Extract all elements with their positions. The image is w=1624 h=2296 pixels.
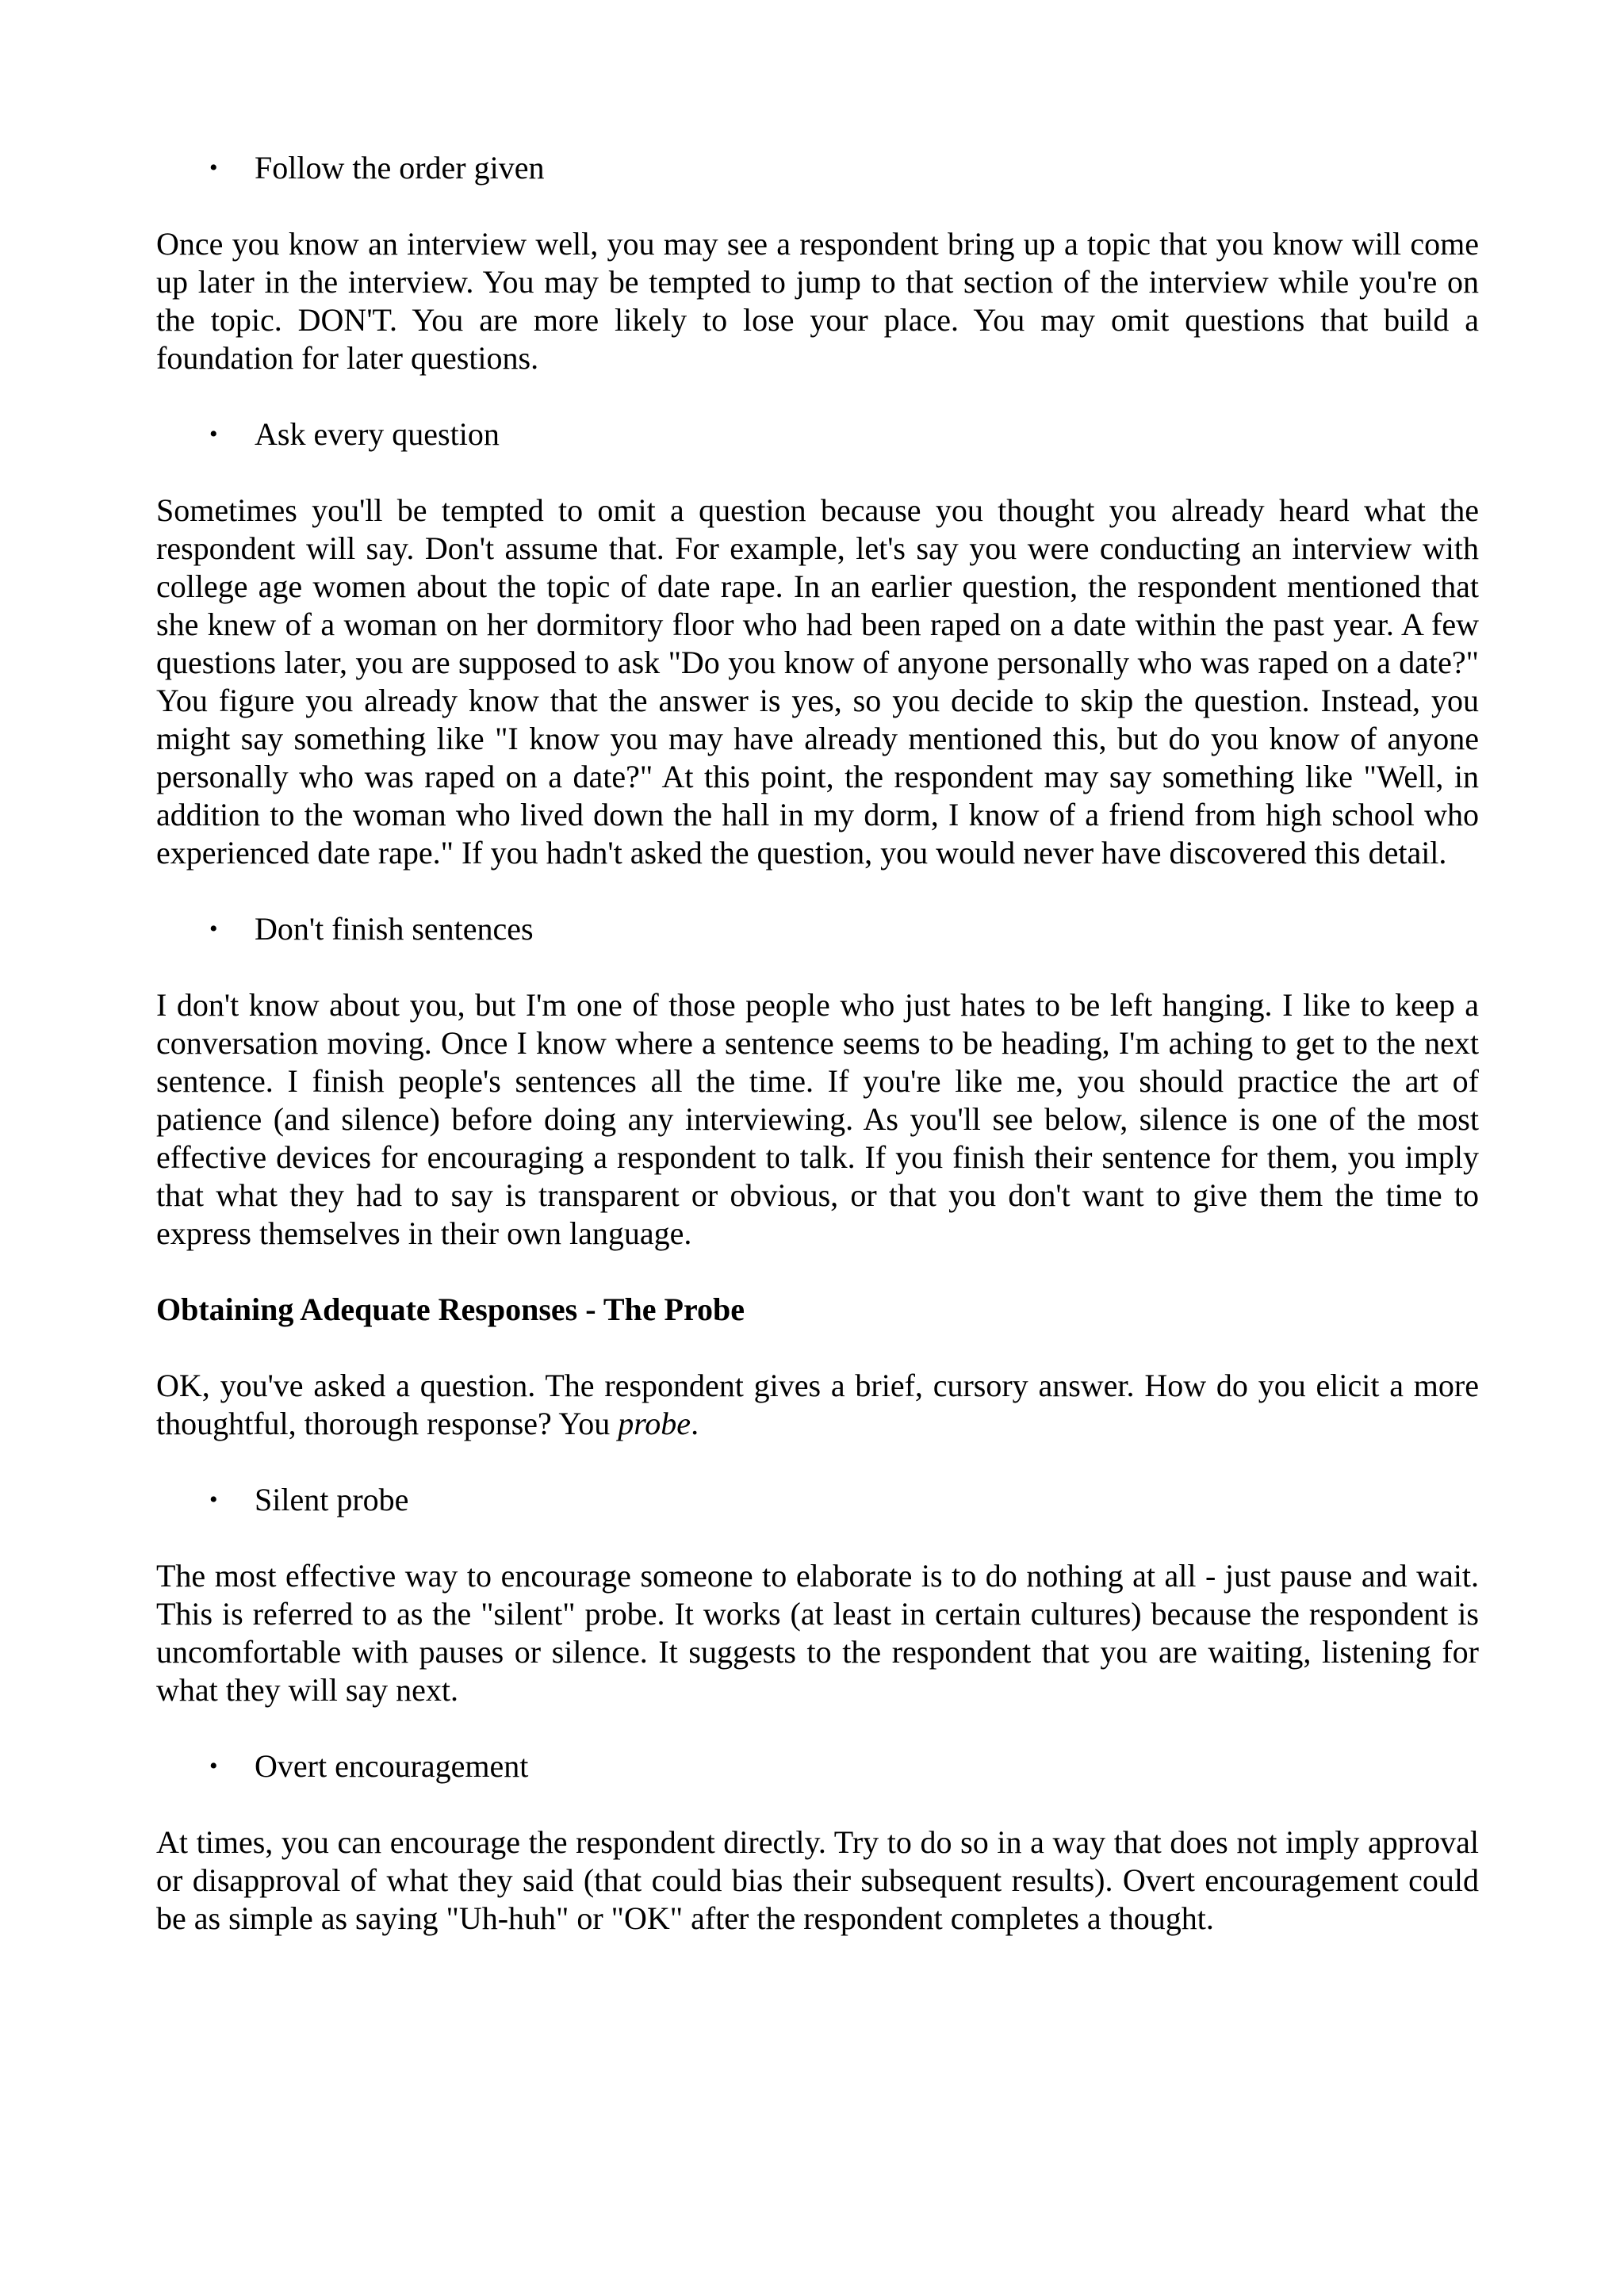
probe-emphasis: probe	[618, 1406, 691, 1441]
bullet-dot-icon: •	[209, 1487, 218, 1513]
bullet-text: Follow the order given	[255, 150, 545, 186]
bullet-text: Ask every question	[255, 416, 500, 452]
bullet-text: Silent probe	[255, 1482, 409, 1517]
paragraph-silent-probe: The most effective way to encourage someone to elaborate is to do nothing at all - just pause and wait. This is referred to as the "silent" probe. It works (at least in certain cultures) because the respondent is uncomfortable with pauses or silence. It suggests to the respondent that you are waiting, listening for what they will say next.	[156, 1558, 1479, 1708]
bullet-text: Don't finish sentences	[255, 911, 534, 947]
section-heading: Obtaining Adequate Responses - The Probe	[156, 1292, 745, 1327]
bullet-item-overt-encouragement	[156, 1747, 1479, 1785]
bullet-dot-icon: •	[209, 421, 218, 447]
paragraph-probe-intro	[156, 1367, 1479, 1443]
bullet-item-dont-finish-sentences	[156, 910, 1479, 948]
bullet-dot-icon: •	[209, 155, 218, 181]
probe-intro-text: OK, you've asked a question. The respondent gives a brief, cursory answer. How do you elicit a more thoughtful, thorough response? You	[156, 1368, 1479, 1441]
paragraph-follow-order: Once you know an interview well, you may see a respondent bring up a topic that you know will come up later in the interview. You may be tempted to jump to that section of the interview while you're on the topic. DON'T. You are more likely to lose your place. You may omit questions that build a foundation for later questions.	[156, 226, 1479, 376]
paragraph-ask-every-question: Sometimes you'll be tempted to omit a question because you thought you already heard what the respondent will say. Don't assume that. For example, let's say you were conducting an interview with college age women about the topic of date rape. In an earlier question, the respondent mentioned that she knew of a woman on her dormitory floor who had been raped on a date within the past year. A few questions later, you are supposed to ask "Do you know of anyone personally who was raped on a date?" You figure you already know that the answer is yes, so you decide to skip the question. Instead, you might say something like "I know you may have already mentioned this, but do you know of anyone personally who was raped on a date?" At this point, the respondent may say something like "Well, in addition to the woman who lived down the hall in my dorm, I know of a friend from high school who experienced date rape." If you hadn't asked the question, you would never have discovered this detail.	[156, 492, 1479, 871]
bullet-item-silent-probe	[156, 1481, 1479, 1519]
probe-intro-end: .	[691, 1406, 699, 1441]
bullet-dot-icon: •	[209, 1753, 218, 1779]
bullet-dot-icon: •	[209, 916, 218, 942]
bullet-item-ask-every-question	[156, 415, 1479, 453]
paragraph-dont-finish-sentences: I don't know about you, but I'm one of those people who just hates to be left hanging. I like to keep a conversation moving. Once I know where a sentence seems to be heading, I'm aching to get to the next sentence. I finish people's sentences all the time. If you're like me, you should practice the art of patience (and silence) before doing any interviewing. As you'll see below, silence is one of the most effective devices for encouraging a respondent to talk. If you finish their sentence for them, you imply that what they had to say is transparent or obvious, or that you don't want to give them the time to express themselves in their own language.	[156, 987, 1479, 1251]
bullet-item-follow-order	[156, 149, 1479, 187]
paragraph-overt-encouragement: At times, you can encourage the respondent directly. Try to do so in a way that does not imply approval or disapproval of what they said (that could bias their subsequent results). Overt encouragement could be as simple as saying "Uh-huh" or "OK" after the respondent completes a thought.	[156, 1824, 1479, 1936]
bullet-text: Overt encouragement	[255, 1748, 529, 1784]
document-page	[156, 149, 1479, 1976]
